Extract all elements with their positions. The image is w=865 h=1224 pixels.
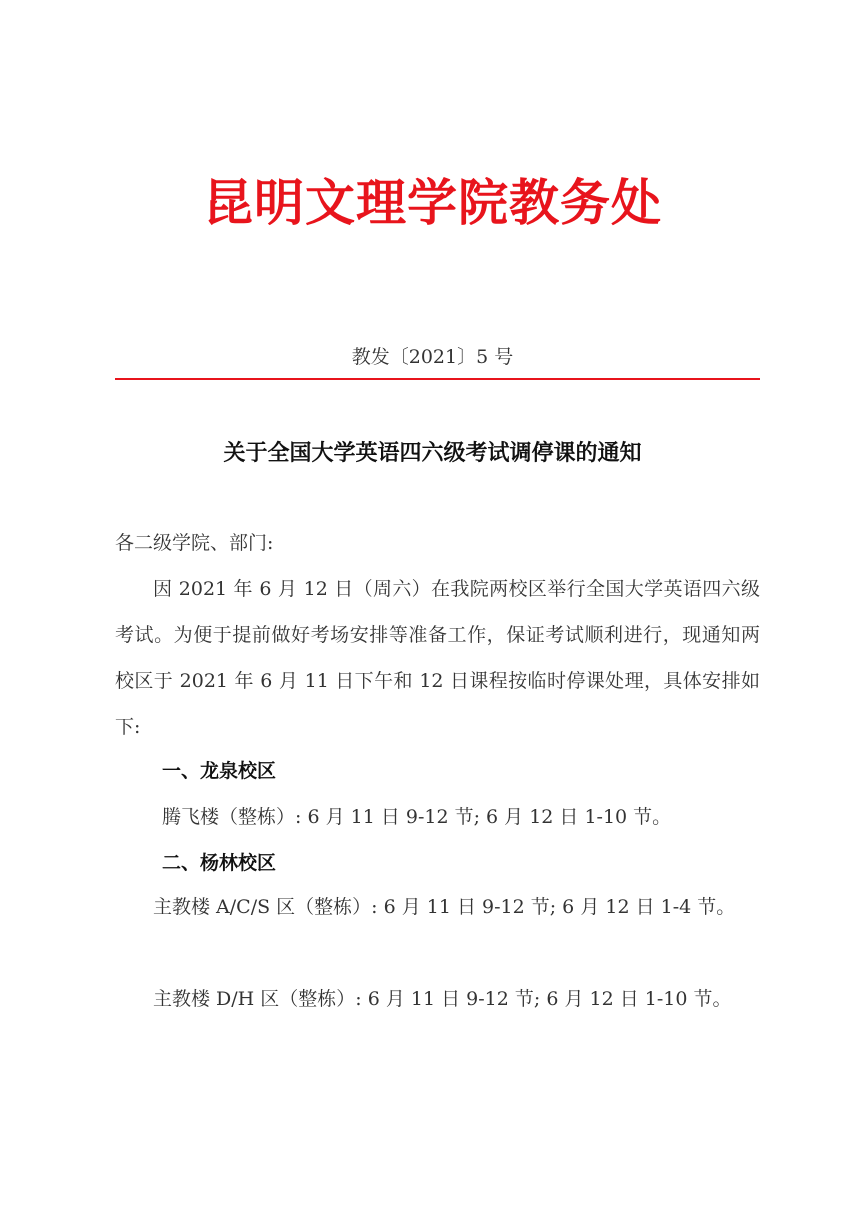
section-heading-longquan: 一、龙泉校区 (162, 760, 277, 782)
doc-number: 教发〔2021〕5 号 (351, 346, 514, 368)
red-divider-line (115, 378, 760, 380)
intro-paragraph: 因 2021 年 6 月 12 日（周六）在我院两校区举行全国大学英语四六级考试。为便于提前做好考场安排等准备工作，保证考试顺利进行，现通知两校区于 2021 年 6 月 11 日下午和 12 日课程按临时停课处理，具体安排如下: (115, 578, 760, 738)
yanglin-schedule-item-2: 主教楼 D/H 区（整栋）: 6 月 11 日 9-12 节; 6 月 12 日 1-10 节。 (153, 988, 732, 1010)
salutation: 各二级学院、部门: (115, 532, 274, 554)
section-heading-yanglin: 二、杨林校区 (162, 852, 277, 874)
longquan-schedule-item: 腾飞楼（整栋）: 6 月 11 日 9-12 节; 6 月 12 日 1-10 节。 (162, 806, 672, 828)
yanglin-schedule-item-1: 主教楼 A/C/S 区（整栋）: 6 月 11 日 9-12 节; 6 月 12 日 1-4 节。 (153, 896, 736, 918)
notice-title: 关于全国大学英语四六级考试调停课的通知 (223, 440, 642, 466)
org-title: 昆明文理学院教务处 (203, 173, 662, 232)
